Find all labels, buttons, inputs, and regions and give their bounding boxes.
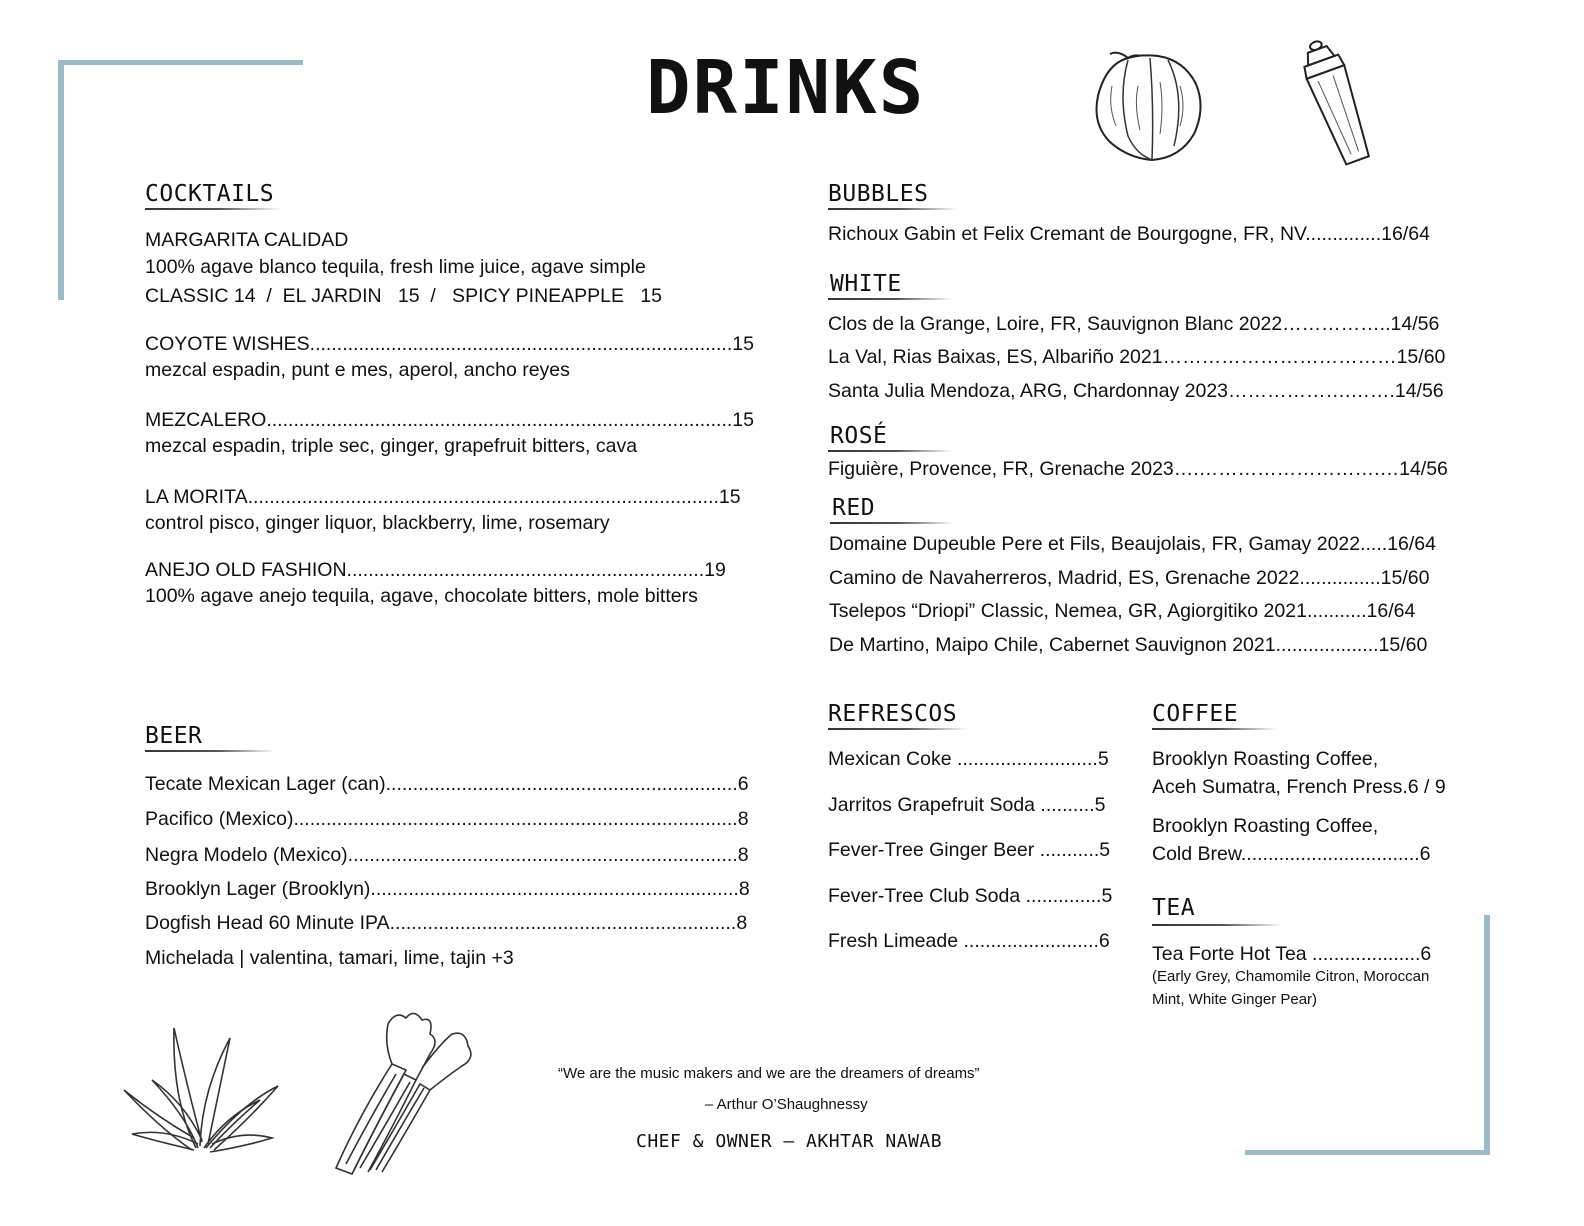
cocktail-item-desc: control pisco, ginger liquor, blackberry, lime, rosemary [145,512,610,534]
red-item: Tselepos “Driopi” Classic, Nemea, GR, Agiorgitiko 2021...........16/64 [829,600,1416,622]
red-item: Domaine Dupeuble Pere et Fils, Beaujolais, FR, Gamay 2022.....16/64 [829,533,1436,555]
beer-item: Michelada | valentina, tamari, lime, tajin +3 [145,947,514,969]
red-item: De Martino, Maipo Chile, Cabernet Sauvignon 2021...................15/60 [829,634,1428,656]
frame-bottom-right-horizontal [1245,1150,1490,1155]
coffee-line: Aceh Sumatra, French Press.6 / 9 [1152,776,1446,798]
cocktail-item-name: ANEJO OLD FASHION..................................................................19 [145,559,726,581]
cocktails-underline [145,208,280,210]
coffee-line: Brooklyn Roasting Coffee, [1152,748,1379,770]
bubbles-item: Richoux Gabin et Felix Cremant de Bourgogne, FR, NV..............16/64 [828,223,1430,245]
frame-bottom-right-vertical [1484,915,1490,1155]
margarita-name: MARGARITA CALIDAD [145,229,349,251]
white-item: Clos de la Grange, Loire, FR, Sauvignon Blanc 2022……………..14/56 [828,313,1440,335]
refrescos-heading: REFRESCOS [828,701,958,727]
rose-item: Figuière, Provence, FR, Grenache 2023….……………………….…14/56 [828,458,1448,480]
tea-underline [1152,924,1282,926]
chef-credit: CHEF & OWNER – AKHTAR NAWAB [636,1131,943,1152]
cocktail-item-name: LA MORITA.......................................................................................15 [145,486,741,508]
refresco-item: Mexican Coke ..........................5 [828,748,1109,770]
red-item: Camino de Navaherreros, Madrid, ES, Grenache 2022...............15/60 [829,567,1430,589]
tea-line: Tea Forte Hot Tea ....................6 [1152,943,1432,965]
tea-heading: TEA [1152,895,1196,921]
refresco-item: Jarritos Grapefruit Soda ..........5 [828,794,1106,816]
refresco-item: Fever-Tree Ginger Beer ...........5 [828,839,1111,861]
rose-heading: ROSÉ [830,423,888,449]
celery-icon [330,1004,480,1176]
cocktail-item-desc: 100% agave anejo tequila, agave, chocolate bitters, mole bitters [145,585,698,607]
white-item: Santa Julia Mendoza, ARG, Chardonnay 2023……………….…….14/56 [828,380,1444,402]
agave-plant-icon [122,1020,282,1160]
refresco-item: Fever-Tree Club Soda ..............5 [828,885,1113,907]
cocktails-heading: COCKTAILS [145,181,275,207]
cocktail-item-name: MEZCALERO......................................................................................15 [145,409,754,431]
refresco-item: Fresh Limeade .........................6 [828,930,1110,952]
beer-item: Brooklyn Lager (Brooklyn)....................................................................8 [145,878,750,900]
white-item: La Val, Rias Baixas, ES, Albariño 2021………………………………15/60 [828,346,1446,368]
beer-heading: BEER [145,723,203,749]
footer-attribution: – Arthur O’Shaughnessy [705,1096,868,1113]
cocktail-item-name: COYOTE WISHES..............................................................................15 [145,333,754,355]
beer-item: Negra Modelo (Mexico)........................................................................8 [145,844,749,866]
coffee-underline [1152,728,1277,730]
white-heading: WHITE [830,271,902,297]
coffee-line: Brooklyn Roasting Coffee, [1152,815,1379,837]
white-underline [828,298,953,300]
footer-quote: “We are the music makers and we are the dreamers of dreams” [558,1065,980,1082]
beer-item: Dogfish Head 60 Minute IPA................................................................8 [145,912,748,934]
margarita-desc: 100% agave blanco tequila, fresh lime juice, agave simple [145,256,646,278]
refrescos-underline [828,728,968,730]
frame-top-left-vertical [58,60,64,300]
tea-note: Mint, White Ginger Pear) [1152,991,1318,1008]
beer-underline [145,750,275,752]
beer-item: Tecate Mexican Lager (can).................................................................6 [145,773,749,795]
margarita-prices: CLASSIC 14 / EL JARDIN 15 / SPICY PINEAPPLE 15 [145,285,662,307]
cocktail-item-desc: mezcal espadin, triple sec, ginger, grapefruit bitters, cava [145,435,638,457]
page-title: DRINKS [646,45,926,131]
pepper-icon [1088,46,1208,164]
frame-top-left-horizontal [58,60,303,65]
bubbles-underline [828,208,958,210]
coffee-heading: COFFEE [1152,701,1239,727]
red-underline [830,522,955,524]
beer-item: Pacifico (Mexico)..................................................................................8 [145,808,749,830]
coffee-line: Cold Brew.................................6 [1152,843,1431,865]
red-heading: RED [832,495,876,521]
tea-note: (Early Grey, Chamomile Citron, Moroccan [1152,968,1430,985]
bubbles-heading: BUBBLES [828,181,929,207]
rose-underline [828,450,953,452]
cocktail-shaker-icon [1296,34,1388,166]
cocktail-item-desc: mezcal espadin, punt e mes, aperol, ancho reyes [145,359,570,381]
